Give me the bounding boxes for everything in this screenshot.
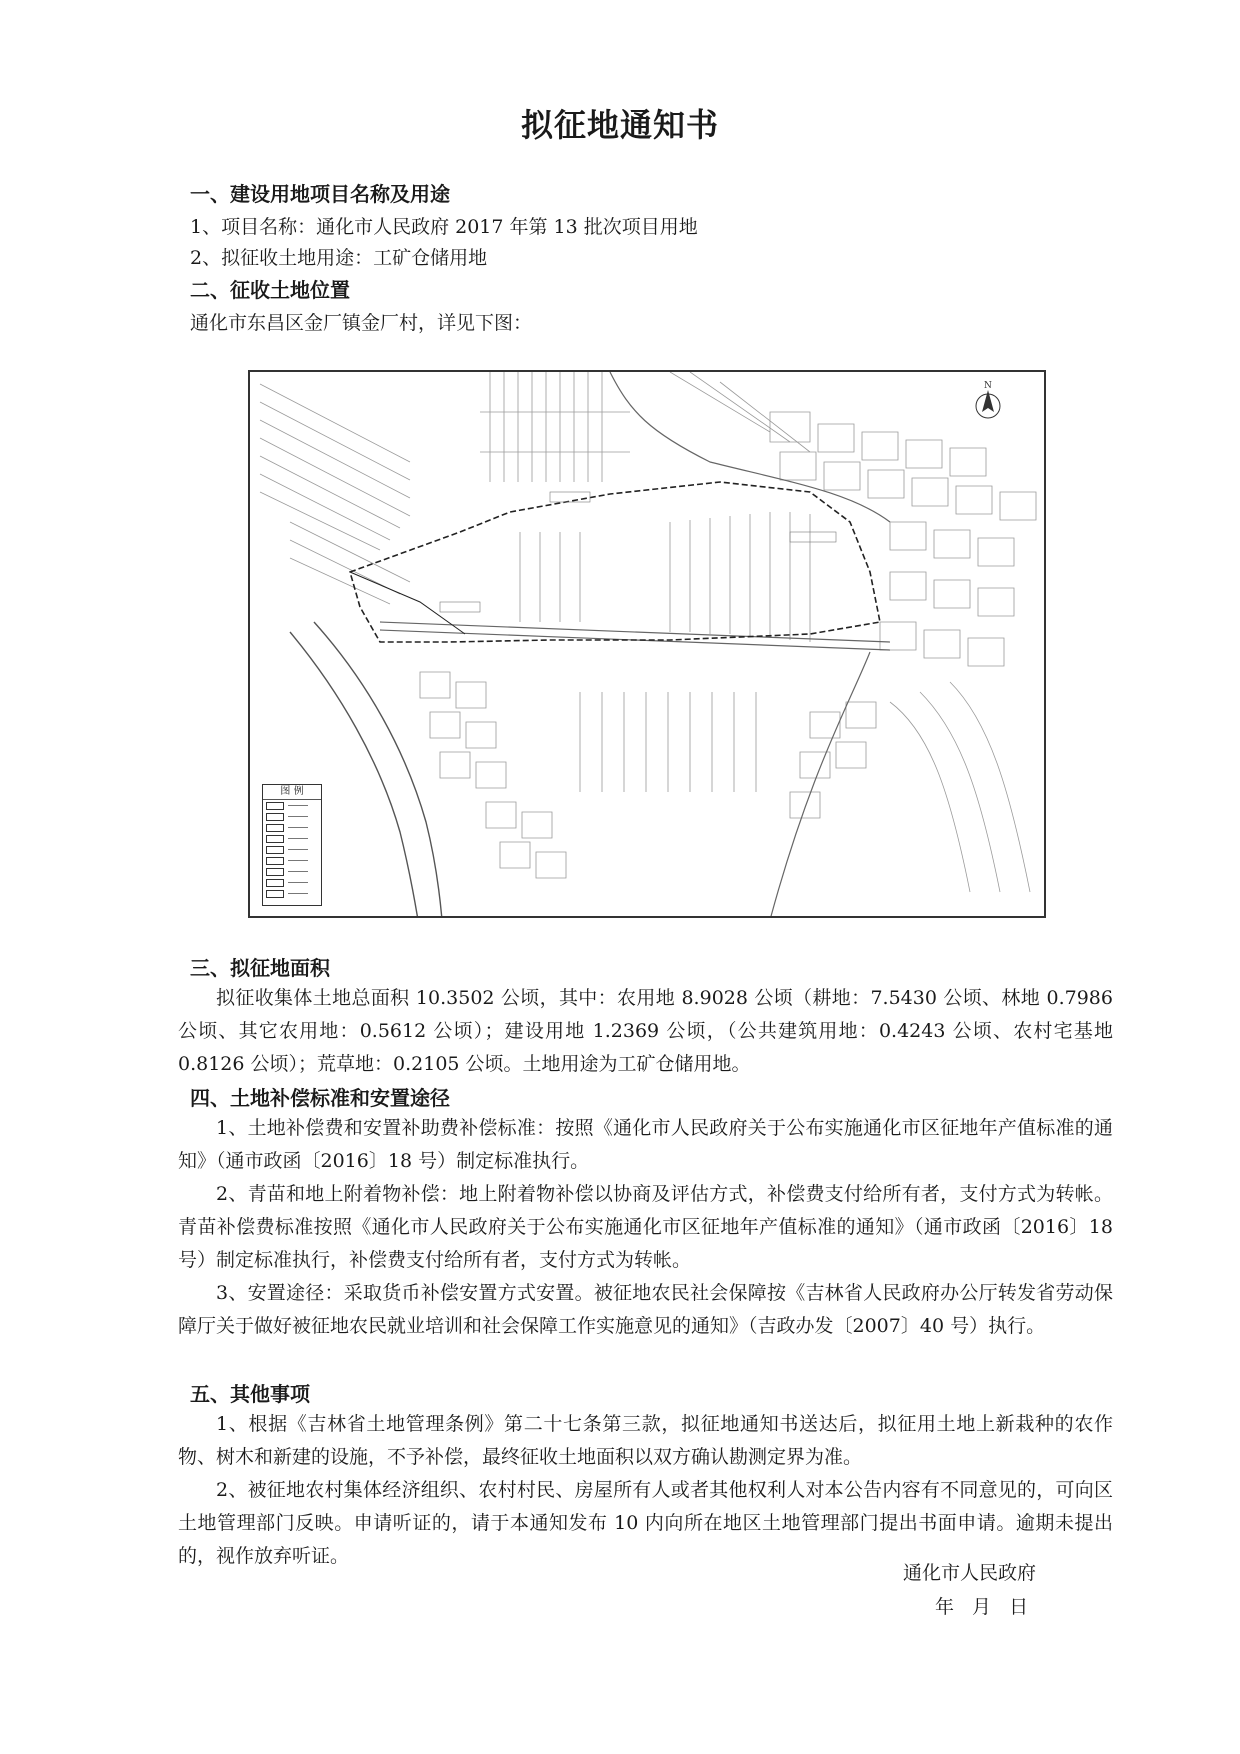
section2-heading: 二、征收土地位置 [190,278,350,302]
issuer-name: 通化市人民政府 [903,1562,1037,1584]
section5-heading: 五、其他事项 [190,1382,310,1406]
north-arrow-icon [976,381,1000,418]
other-matters-paragraph-2: 2、被征地农村集体经济组织、农村村民、房屋所有人或者其他权利人对本公告内容有不同意见的，可向区土地管理部门反映。申请听证的，请于本通知发布 10 内向所在地区土地管理部门提出书面申请。逾期未提出的，视作放弃听证。 [178,1479,1113,1567]
other-matters-paragraph-1: 1、根据《吉林省土地管理条例》第二十七条第三款，拟征地通知书送达后，拟征用土地上新栽种的农作物、树木和新建的设施，不予补偿，最终征收土地面积以双方确认勘测定界为准。 [178,1413,1113,1468]
resettlement-paragraph: 3、安置途径：采取货币补偿安置方式安置。被征地农民社会保障按《吉林省人民政府办公厅转发省劳动保障厅关于做好被征地农民就业培训和社会保障工作实施意见的通知》（吉政办发〔2007〕40 号）执行。 [178,1282,1113,1337]
map-legend [262,784,322,906]
project-name-line: 1、项目名称：通化市人民政府 2017 年第 13 批次项目用地 [190,216,698,238]
section3-heading: 三、拟征地面积 [190,956,330,980]
compensation-paragraph-2: 2、青苗和地上附着物补偿：地上附着物补偿以协商及评估方式，补偿费支付给所有者，支付方式为转帐。青苗补偿费标准按照《通化市人民政府关于公布实施通化市区征地年产值标准的通知》（通市政函〔2016〕18 号）制定标准执行，补偿费支付给所有者，支付方式为转帐。 [178,1183,1113,1271]
legend-title: 图 例 [263,785,321,800]
land-use-line: 2、拟征收土地用途：工矿仓储用地 [190,247,488,269]
map-drawing [250,372,1046,918]
area-paragraph: 拟征收集体土地总面积 10.3502 公顷，其中：农用地 8.9028 公顷（耕地：7.5430 公顷、林地 0.7986 公顷、其它农用地：0.5612 公顷）；建设用地 1.2369 公顷，（公共建筑用地：0.4243 公顷、农村宅基地 0.8126 公顷）；荒草地：0.2105 公顷。土地用途为工矿仓储用地。 [178,987,1113,1075]
svg-text:N: N [984,381,992,391]
section4-heading: 四、土地补偿标准和安置途径 [190,1086,450,1110]
section1-heading: 一、建设用地项目名称及用途 [190,182,450,206]
document-title: 拟征地通知书 [520,106,719,144]
land-location-map [248,370,1046,918]
compensation-paragraph-1: 1、土地补偿费和安置补助费补偿标准：按照《通化市人民政府关于公布实施通化市区征地年产值标准的通知》（通市政函〔2016〕18 号）制定标准执行。 [178,1117,1113,1172]
location-line: 通化市东昌区金厂镇金厂村，详见下图： [190,312,533,334]
issue-date: 年 月 日 [935,1596,1029,1618]
